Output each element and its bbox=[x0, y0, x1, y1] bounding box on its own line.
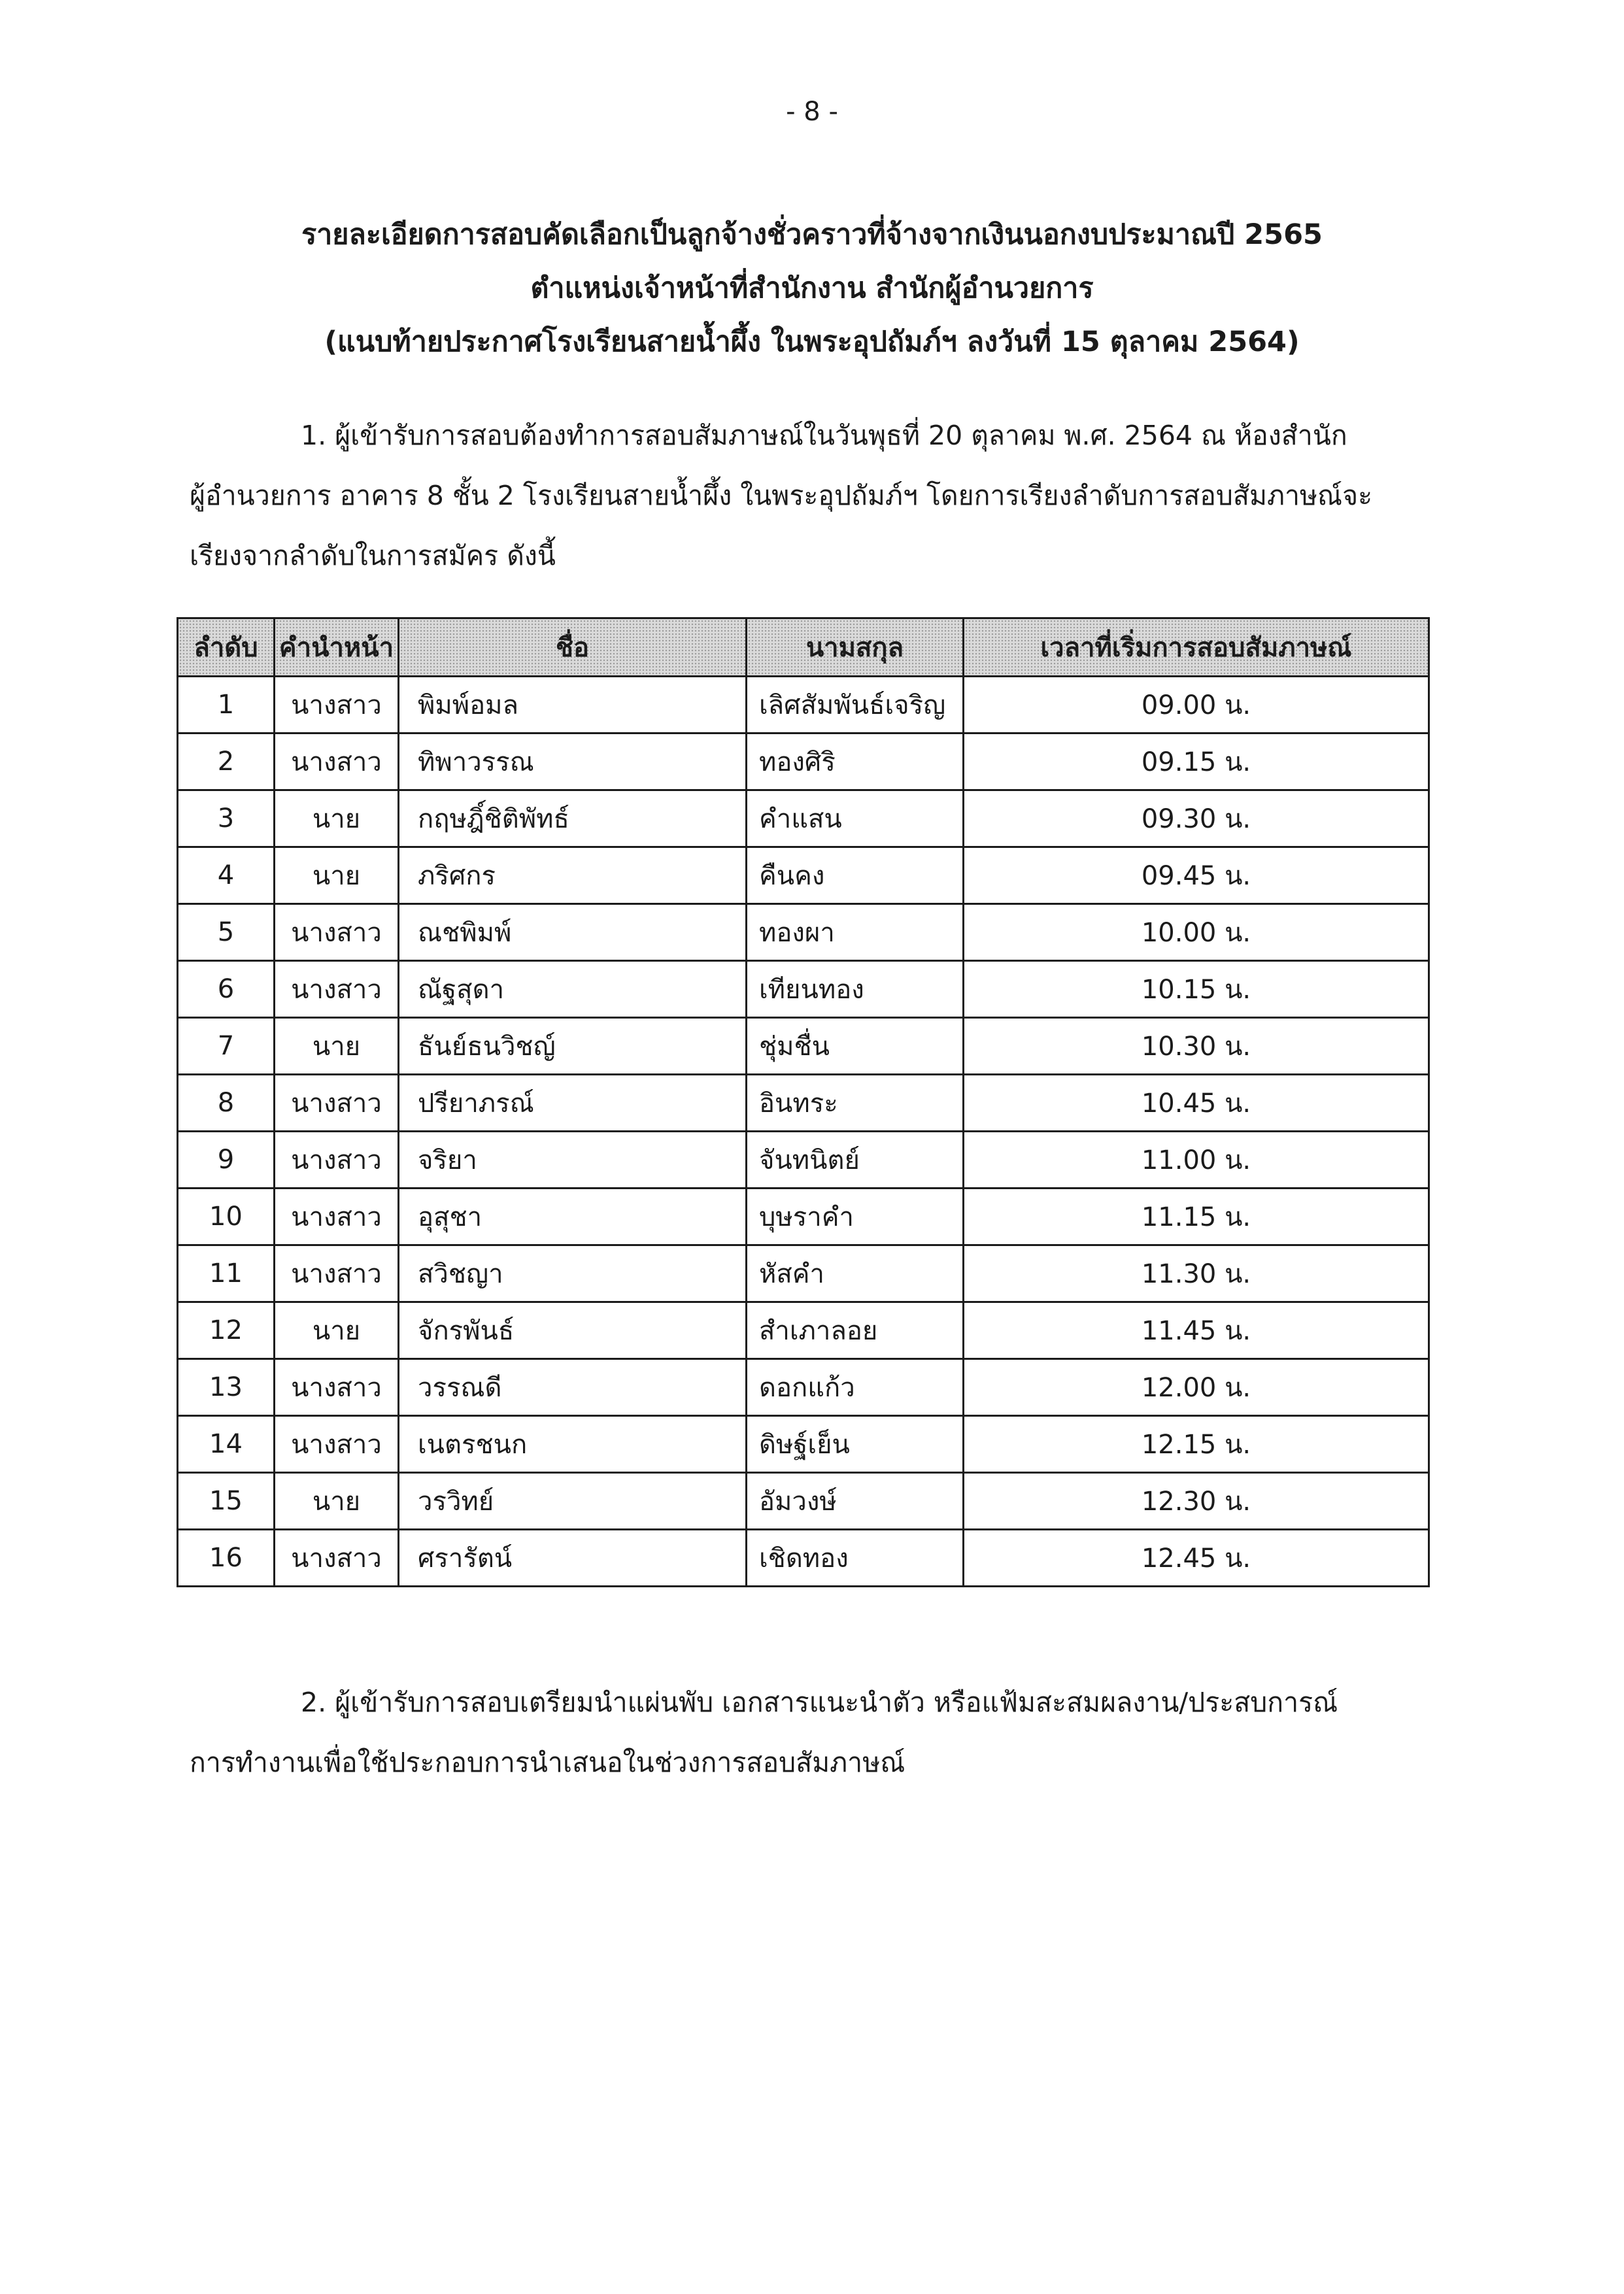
cell-no: 7 bbox=[178, 1018, 275, 1075]
table-row bbox=[178, 734, 1429, 790]
cell-title: นางสาว bbox=[275, 904, 399, 961]
cell-name: จักรพันธ์ bbox=[399, 1302, 747, 1359]
paragraph-2-line-1: 2. ผู้เข้ารับการสอบเตรียมนำแผ่นพับ เอกสารแนะนำตัว หรือแฟ้มสะสมผลงาน/ประสบการณ์ bbox=[301, 1687, 1338, 1718]
table-row bbox=[178, 1416, 1429, 1473]
cell-no: 11 bbox=[178, 1245, 275, 1302]
table-row bbox=[178, 1530, 1429, 1587]
cell-name: วรวิทย์ bbox=[399, 1473, 747, 1530]
cell-title: นาย bbox=[275, 1302, 399, 1359]
cell-name: ทิพาวรรณ bbox=[399, 734, 747, 790]
cell-time: 12.00 น. bbox=[964, 1359, 1429, 1416]
cell-title: นาย bbox=[275, 1018, 399, 1075]
header-title: คำนำหน้า bbox=[275, 618, 399, 677]
cell-title: นางสาว bbox=[275, 734, 399, 790]
cell-surname: อัมวงษ์ bbox=[747, 1473, 964, 1530]
table-row bbox=[178, 961, 1429, 1018]
table-row bbox=[178, 1018, 1429, 1075]
cell-no: 3 bbox=[178, 790, 275, 847]
cell-title: นางสาว bbox=[275, 1359, 399, 1416]
paragraph-1-line-3: เรียงจากลำดับในการสมัคร ดังนี้ bbox=[190, 540, 556, 571]
cell-name: ณัฐสุดา bbox=[399, 961, 747, 1018]
cell-surname: ชุ่มชื่น bbox=[747, 1018, 964, 1075]
cell-name: พิมพ์อมล bbox=[399, 677, 747, 734]
cell-surname: เชิดทอง bbox=[747, 1530, 964, 1587]
cell-no: 10 bbox=[178, 1189, 275, 1245]
cell-surname: คำแสน bbox=[747, 790, 964, 847]
paragraph-1 bbox=[190, 405, 1432, 586]
cell-name: ภริศกร bbox=[399, 847, 747, 904]
table-row bbox=[178, 1473, 1429, 1530]
cell-surname: อินทระ bbox=[747, 1075, 964, 1132]
cell-title: นางสาว bbox=[275, 677, 399, 734]
cell-time: 09.00 น. bbox=[964, 677, 1429, 734]
table-row bbox=[178, 1075, 1429, 1132]
cell-no: 9 bbox=[178, 1132, 275, 1189]
cell-no: 5 bbox=[178, 904, 275, 961]
table-row bbox=[178, 847, 1429, 904]
header-surname: นามสกุล bbox=[747, 618, 964, 677]
cell-time: 12.30 น. bbox=[964, 1473, 1429, 1530]
header-no: ลำดับ bbox=[178, 618, 275, 677]
title-line-1: รายละเอียดการสอบคัดเลือกเป็นลูกจ้างชั่วคราวที่จ้างจากเงินนอกงบประมาณปี 2565 bbox=[301, 218, 1323, 251]
table-row bbox=[178, 1245, 1429, 1302]
cell-name: กฤษฎิ์ชิติพัทธ์ bbox=[399, 790, 747, 847]
cell-no: 13 bbox=[178, 1359, 275, 1416]
cell-time: 09.30 น. bbox=[964, 790, 1429, 847]
cell-time: 09.45 น. bbox=[964, 847, 1429, 904]
cell-title: นางสาว bbox=[275, 1132, 399, 1189]
cell-time: 11.30 น. bbox=[964, 1245, 1429, 1302]
cell-time: 10.30 น. bbox=[964, 1018, 1429, 1075]
header-time: เวลาที่เริ่มการสอบสัมภาษณ์ bbox=[964, 618, 1429, 677]
cell-name: สวิชญา bbox=[399, 1245, 747, 1302]
cell-name: ปรียาภรณ์ bbox=[399, 1075, 747, 1132]
cell-surname: เลิศสัมพันธ์เจริญ bbox=[747, 677, 964, 734]
cell-name: ศรารัตน์ bbox=[399, 1530, 747, 1587]
table-header-row bbox=[178, 618, 1429, 677]
cell-name: ธันย์ธนวิชญ์ bbox=[399, 1018, 747, 1075]
cell-name: อุสุชา bbox=[399, 1189, 747, 1245]
cell-title: นางสาว bbox=[275, 1189, 399, 1245]
cell-time: 10.00 น. bbox=[964, 904, 1429, 961]
cell-title: นางสาว bbox=[275, 1075, 399, 1132]
cell-surname: ทองผา bbox=[747, 904, 964, 961]
table-row bbox=[178, 904, 1429, 961]
table-row bbox=[178, 1302, 1429, 1359]
cell-surname: สำเภาลอย bbox=[747, 1302, 964, 1359]
cell-time: 09.15 น. bbox=[964, 734, 1429, 790]
cell-name: เนตรชนก bbox=[399, 1416, 747, 1473]
cell-surname: จันทนิตย์ bbox=[747, 1132, 964, 1189]
cell-title: นางสาว bbox=[275, 1416, 399, 1473]
table-row bbox=[178, 1132, 1429, 1189]
cell-name: จริยา bbox=[399, 1132, 747, 1189]
cell-title: นางสาว bbox=[275, 1530, 399, 1587]
cell-no: 4 bbox=[178, 847, 275, 904]
cell-time: 10.45 น. bbox=[964, 1075, 1429, 1132]
document-title bbox=[0, 208, 1624, 369]
interview-schedule-table bbox=[177, 617, 1430, 1587]
cell-surname: ทองศิริ bbox=[747, 734, 964, 790]
cell-name: ณชพิมพ์ bbox=[399, 904, 747, 961]
cell-no: 12 bbox=[178, 1302, 275, 1359]
cell-time: 12.15 น. bbox=[964, 1416, 1429, 1473]
cell-no: 6 bbox=[178, 961, 275, 1018]
cell-no: 8 bbox=[178, 1075, 275, 1132]
cell-surname: คืนคง bbox=[747, 847, 964, 904]
cell-no: 1 bbox=[178, 677, 275, 734]
paragraph-2-line-2: การทำงานเพื่อใช้ประกอบการนำเสนอในช่วงการสอบสัมภาษณ์ bbox=[190, 1747, 905, 1778]
header-name: ชื่อ bbox=[399, 618, 747, 677]
page-number: - 8 - bbox=[786, 97, 838, 127]
cell-title: นาย bbox=[275, 790, 399, 847]
cell-no: 16 bbox=[178, 1530, 275, 1587]
table-row bbox=[178, 1359, 1429, 1416]
cell-time: 12.45 น. bbox=[964, 1530, 1429, 1587]
cell-time: 10.15 น. bbox=[964, 961, 1429, 1018]
cell-surname: เทียนทอง bbox=[747, 961, 964, 1018]
cell-title: นางสาว bbox=[275, 1245, 399, 1302]
cell-name: วรรณดี bbox=[399, 1359, 747, 1416]
cell-no: 15 bbox=[178, 1473, 275, 1530]
cell-surname: บุษราคำ bbox=[747, 1189, 964, 1245]
cell-surname: ดอกแก้ว bbox=[747, 1359, 964, 1416]
title-line-2: ตำแหน่งเจ้าหน้าที่สำนักงาน สำนักผู้อำนวยการ bbox=[530, 272, 1094, 305]
cell-no: 14 bbox=[178, 1416, 275, 1473]
title-line-3: (แนบท้ายประกาศโรงเรียนสายน้ำผึ้ง ในพระอุปถัมภ์ฯ ลงวันที่ 15 ตุลาคม 2564) bbox=[324, 326, 1300, 358]
table-row bbox=[178, 677, 1429, 734]
paragraph-2 bbox=[190, 1672, 1432, 1793]
paragraph-1-line-1: 1. ผู้เข้ารับการสอบต้องทำการสอบสัมภาษณ์ในวันพุธที่ 20 ตุลาคม พ.ศ. 2564 ณ ห้องสำนัก bbox=[301, 420, 1347, 451]
cell-time: 11.45 น. bbox=[964, 1302, 1429, 1359]
cell-time: 11.00 น. bbox=[964, 1132, 1429, 1189]
cell-title: นาย bbox=[275, 1473, 399, 1530]
table-row bbox=[178, 1189, 1429, 1245]
cell-no: 2 bbox=[178, 734, 275, 790]
cell-surname: หัสคำ bbox=[747, 1245, 964, 1302]
cell-title: นางสาว bbox=[275, 961, 399, 1018]
cell-surname: ดิษฐ์เย็น bbox=[747, 1416, 964, 1473]
paragraph-1-line-2: ผู้อำนวยการ อาคาร 8 ชั้น 2 โรงเรียนสายน้ำผึ้ง ในพระอุปถัมภ์ฯ โดยการเรียงลำดับการสอบสัมภาษณ์จะ bbox=[190, 480, 1373, 511]
cell-time: 11.15 น. bbox=[964, 1189, 1429, 1245]
table-row bbox=[178, 790, 1429, 847]
cell-title: นาย bbox=[275, 847, 399, 904]
